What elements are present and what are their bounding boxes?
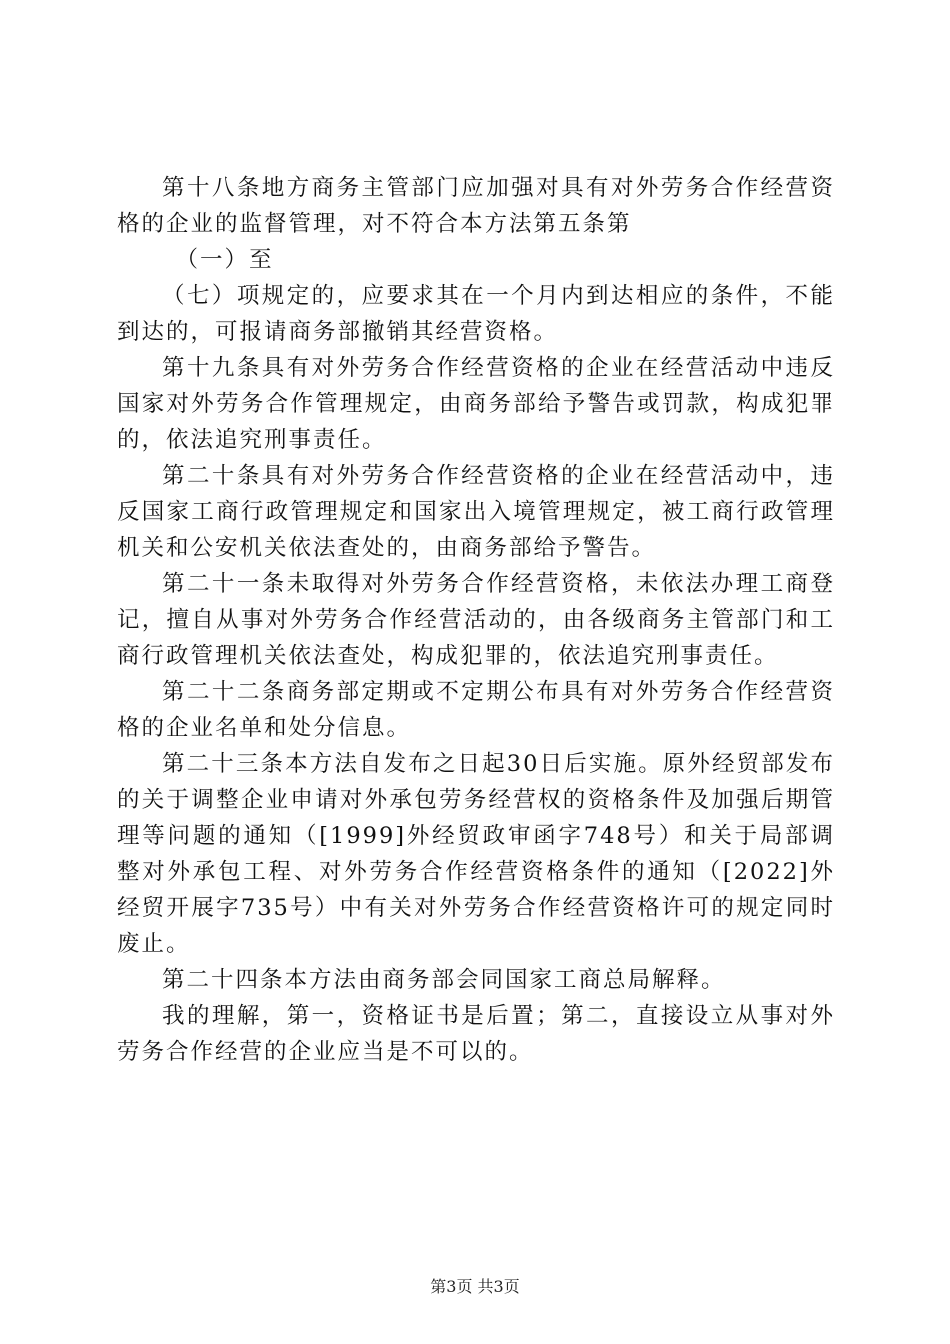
paragraph-article-18: 第十八条地方商务主管部门应加强对具有对外劳务合作经营资格的企业的监督管理，对不符合本方法第五条第 xyxy=(117,175,835,237)
paragraph-item-7: （七）项规定的，应要求其在一个月内到达相应的条件，不能到达的，可报请商务部撤销其经营资格。 xyxy=(117,283,835,345)
paragraph-article-19: 第十九条具有对外劳务合作经营资格的企业在经营活动中违反国家对外劳务合作管理规定，由商务部给予警告或罚款，构成犯罪的，依法追究刑事责任。 xyxy=(117,355,835,453)
paragraph-item-1: （一）至 xyxy=(175,247,274,273)
paragraph-article-20: 第二十条具有对外劳务合作经营资格的企业在经营活动中，违反国家工商行政管理规定和国家出入境管理规定，被工商行政管理机关和公安机关依法查处的，由商务部给予警告。 xyxy=(117,463,835,561)
page-number: 第3页 共3页 xyxy=(430,1277,520,1296)
paragraph-article-24: 第二十四条本方法由商务部会同国家工商总局解释。 xyxy=(162,967,726,993)
paragraph-article-21: 第二十一条未取得对外劳务合作经营资格，未依法办理工商登记，擅自从事对外劳务合作经营活动的，由各级商务主管部门和工商行政管理机关依法查处，构成犯罪的，依法追究刑事责任。 xyxy=(117,571,835,669)
paragraph-comment: 我的理解，第一，资格证书是后置；第二，直接设立从事对外劳务合作经营的企业应当是不可以的。 xyxy=(117,1003,835,1065)
paragraph-article-22: 第二十二条商务部定期或不定期公布具有对外劳务合作经营资格的企业名单和处分信息。 xyxy=(117,679,835,741)
paragraph-article-23: 第二十三条本方法自发布之日起30日后实施。原外经贸部发布的关于调整企业申请对外承包劳务经营权的资格条件及加强后期管理等问题的通知（[1999]外经贸政审函字748号）和关于局部调整对外承包工程、对外劳务合作经营资格条件的通知（[2022]外经贸开展字735号）中有关对外劳务合作经营资格许可的规定同时废止。 xyxy=(117,751,835,957)
document-body xyxy=(117,170,835,1070)
